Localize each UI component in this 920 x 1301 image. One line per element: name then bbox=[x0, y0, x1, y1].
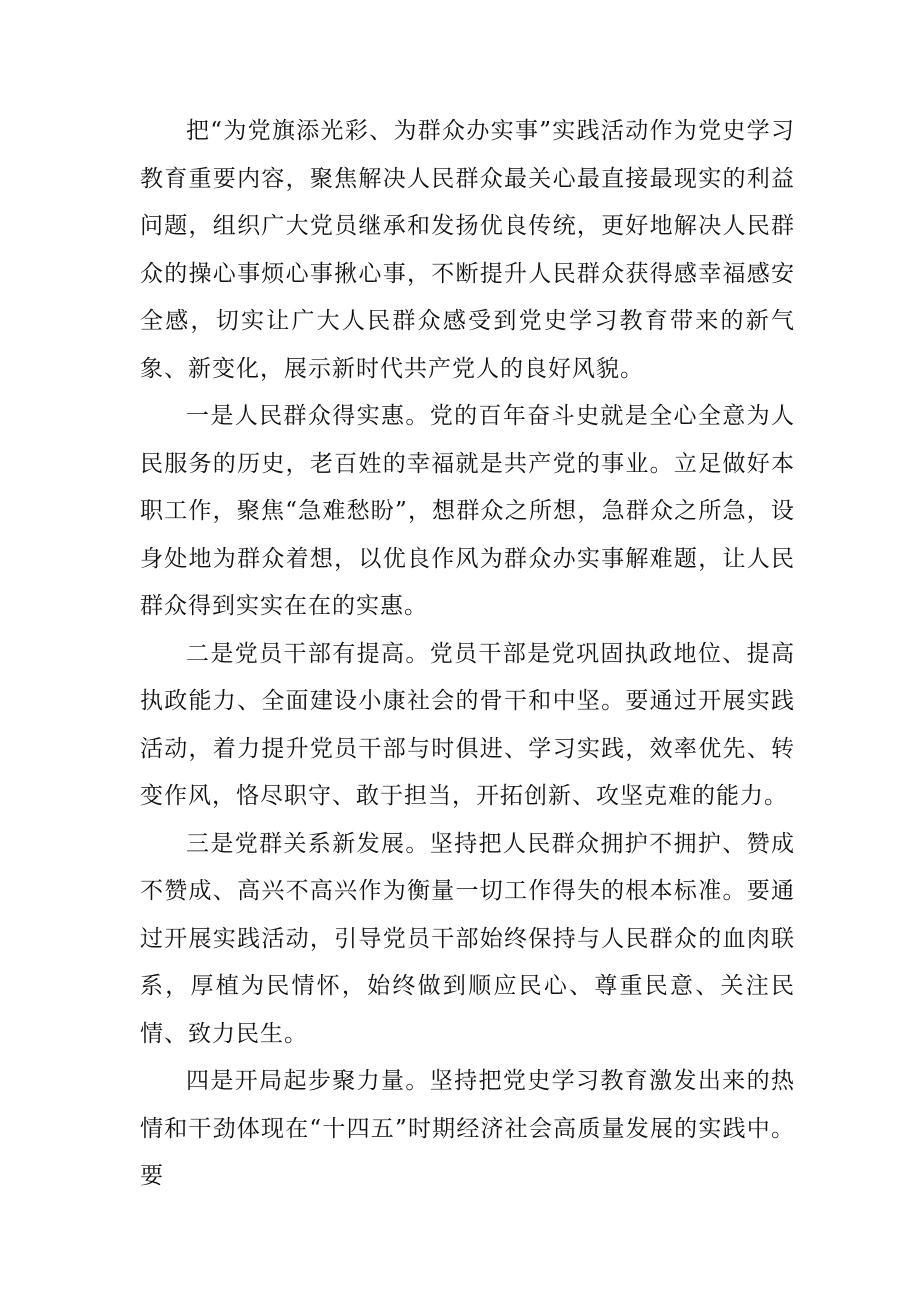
paragraph-point-three: 三是党群关系新发展。坚持把人民群众拥护不拥护、赞成不赞成、高兴不高兴作为衡量一切工作得失的根本标准。要通过开展实践活动，引导党员干部始终保持与人民群众的血肉联系，厚植为民情怀，始终做到顺应民心、尊重民意、关注民情、致力民生。 bbox=[140, 830, 795, 1047]
paragraph-intro: 把“为党旗添光彩、为群众办实事”实践活动作为党史学习教育重要内容，聚焦解决人民群众最关心最直接最现实的利益问题，组织广大党员继承和发扬优良传统，更好地解决人民群众的操心事烦心事揪心事，不断提升人民群众获得感幸福感安全感，切实让广大人民群众感受到党史学习教育带来的新气象、新变化，展示新时代共产党人的良好风貌。 bbox=[140, 118, 795, 382]
paragraph-point-one: 一是人民群众得实惠。党的百年奋斗史就是全心全意为人民服务的历史，老百姓的幸福就是共产党的事业。立足做好本职工作，聚焦“急难愁盼”，想群众之所想，急群众之所急，设身处地为群众着想，以优良作风为群众办实事解难题，让人民群众得到实实在在的实惠。 bbox=[140, 403, 795, 619]
paragraph-point-two: 二是党员干部有提高。党员干部是党巩固执政地位、提高执政能力、全面建设小康社会的骨干和中坚。要通过开展实践活动，着力提升党员干部与时俱进、学习实践，效率优先、转变作风，恪尽职守、敢于担当，开拓创新、攻坚克难的能力。 bbox=[140, 640, 795, 809]
paragraph-point-four: 四是开局起步聚力量。坚持把党史学习教育激发出来的热情和干劲体现在“十四五”时期经济社会高质量发展的实践中。要 bbox=[140, 1068, 795, 1189]
document-body bbox=[140, 108, 795, 1201]
